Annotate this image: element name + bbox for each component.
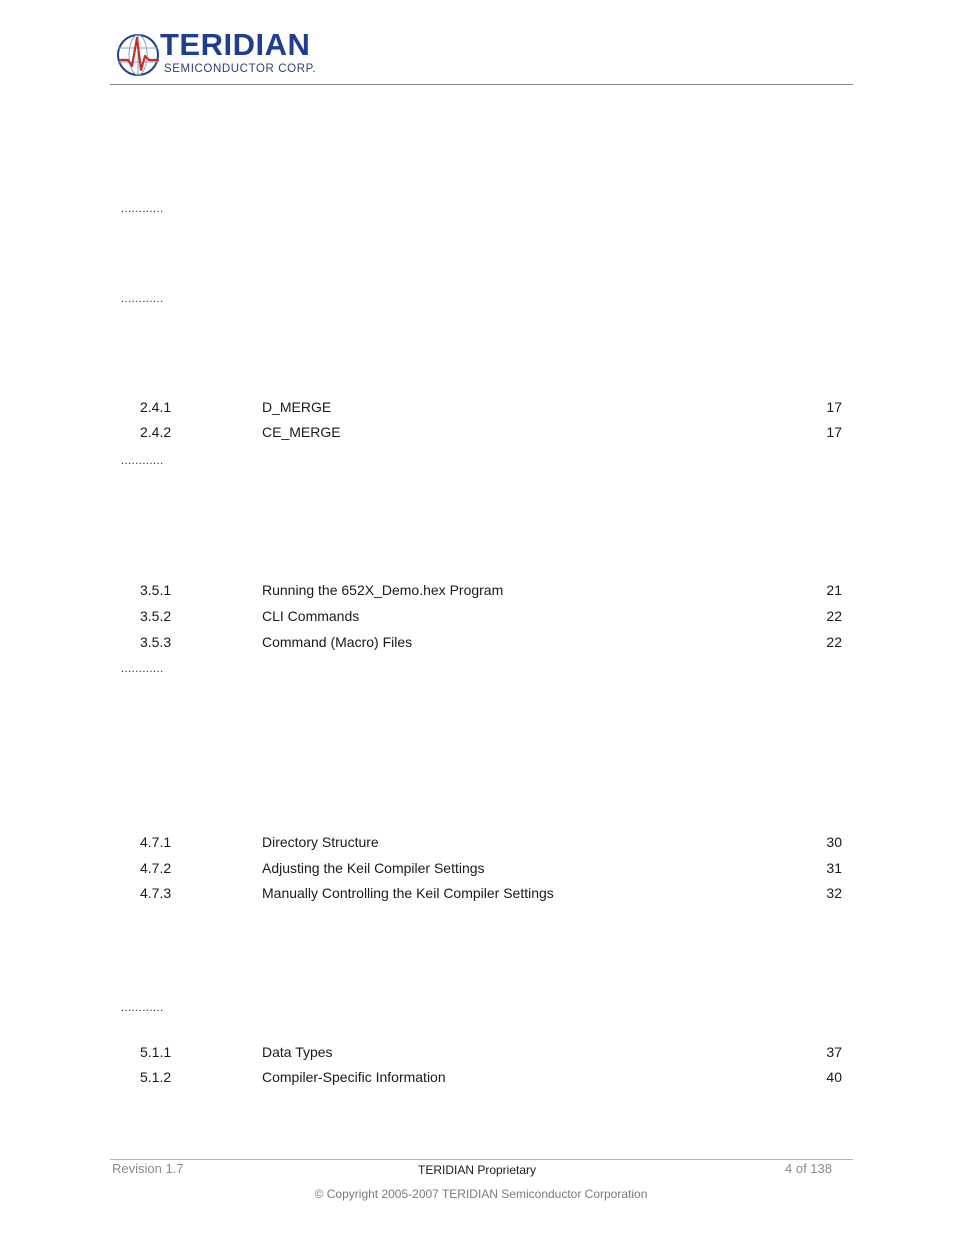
toc-entry-page: 31 xyxy=(826,860,842,876)
footer-proprietary-text: TERIDIAN Proprietary xyxy=(417,1163,537,1177)
footer-divider xyxy=(110,1159,853,1160)
toc-entry-page: 17 xyxy=(826,399,842,415)
toc-entry-title: Running the 652X_Demo.hex Program xyxy=(262,582,504,598)
toc-entry[interactable] xyxy=(0,1067,954,1087)
toc-entry-title: CE_MERGE xyxy=(262,424,341,440)
toc-leader: ............ xyxy=(121,455,164,467)
toc-leader: ............ xyxy=(121,293,164,305)
toc-entry-number: 5.1.2 xyxy=(140,1069,172,1085)
toc-entry[interactable] xyxy=(0,397,954,417)
toc-entry[interactable] xyxy=(0,632,954,652)
toc-entry-page: 17 xyxy=(826,424,842,440)
toc-entry-number: 4.7.1 xyxy=(140,834,172,850)
footer-page-number: 4 of 138 xyxy=(785,1161,832,1176)
logo-subtitle: SEMICONDUCTOR CORP. xyxy=(164,63,317,75)
toc-entry-number: 2.4.1 xyxy=(140,399,172,415)
toc-entry-number: 3.5.2 xyxy=(140,608,172,624)
toc-entry[interactable] xyxy=(0,1042,954,1062)
footer-copyright: © Copyright 2005-2007 TERIDIAN Semiconductor Corporation xyxy=(314,1187,648,1201)
toc-entry-number: 5.1.1 xyxy=(140,1044,172,1060)
toc-entry-title: Compiler-Specific Information xyxy=(262,1069,446,1085)
toc-entry[interactable] xyxy=(0,883,954,903)
toc-entry-number: 4.7.3 xyxy=(140,885,172,901)
toc-entry-page: 22 xyxy=(826,608,842,624)
logo-wordmark: TERIDIAN xyxy=(160,27,311,62)
toc-entry[interactable] xyxy=(0,422,954,442)
toc-entry-number: 3.5.1 xyxy=(140,582,172,598)
toc-entry-page: 40 xyxy=(826,1069,842,1085)
toc-entry-page: 32 xyxy=(826,885,842,901)
toc-entry-page: 37 xyxy=(826,1044,842,1060)
toc-leader: ............ xyxy=(121,1002,164,1014)
toc-leader: ............ xyxy=(121,663,164,675)
toc-entry-number: 2.4.2 xyxy=(140,424,172,440)
toc-entry-title: Data Types xyxy=(262,1044,333,1060)
toc-entry-title: Command (Macro) Files xyxy=(262,634,413,650)
toc-entry-number: 3.5.3 xyxy=(140,634,172,650)
toc-entry-title: CLI Commands xyxy=(262,608,360,624)
toc-entry[interactable] xyxy=(0,832,954,852)
toc-entry[interactable] xyxy=(0,858,954,878)
toc-entry-title: D_MERGE xyxy=(262,399,332,415)
toc-entry-title: Directory Structure xyxy=(262,834,379,850)
toc-leader: ............ xyxy=(121,203,164,215)
toc-entry-page: 21 xyxy=(826,582,842,598)
toc-entry[interactable] xyxy=(0,580,954,600)
toc-entry-title: Manually Controlling the Keil Compiler Settings xyxy=(262,885,554,901)
toc-entry-number: 4.7.2 xyxy=(140,860,172,876)
toc-entry[interactable] xyxy=(0,606,954,626)
footer-revision: Revision 1.7 xyxy=(112,1161,184,1176)
toc-entry-page: 22 xyxy=(826,634,842,650)
toc-entry-title: Adjusting the Keil Compiler Settings xyxy=(262,860,485,876)
toc-entry-page: 30 xyxy=(826,834,842,850)
